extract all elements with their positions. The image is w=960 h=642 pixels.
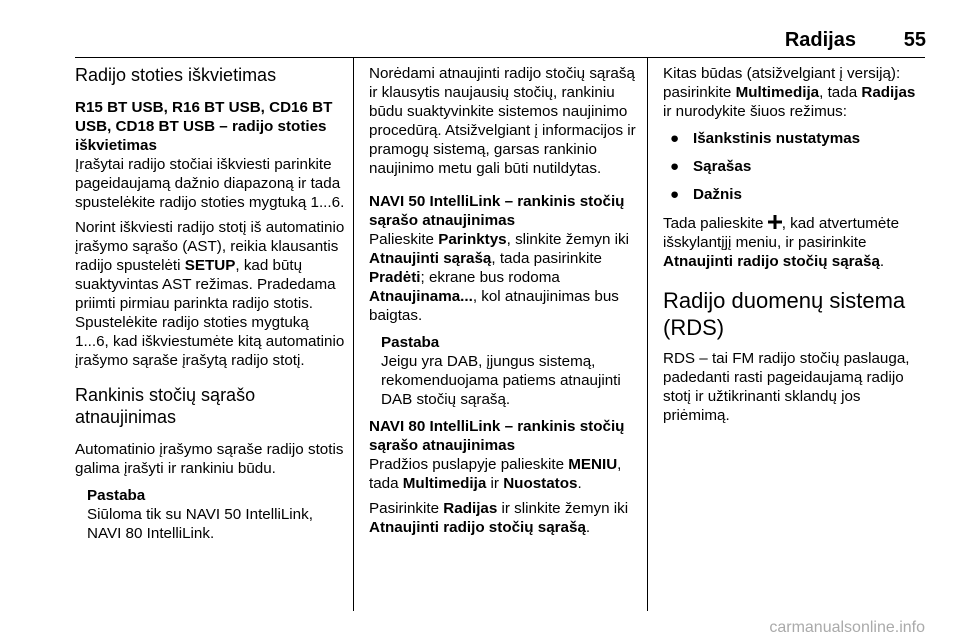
subsection-heading: NAVI 80 IntelliLink – rankinis stočių sąrašo atnaujinimas — [369, 418, 625, 454]
plus-icon — [768, 212, 782, 232]
column-1 — [75, 64, 345, 551]
page-number: 55 — [903, 29, 926, 51]
paragraph: Įrašytai radijo stočiai iškviesti parinkite pageidaujamą dažnio diapazoną ir tada spustelėkite radijo stoties mygtuką 1...6. — [75, 156, 345, 211]
note — [87, 486, 345, 543]
paragraph: RDS – tai FM radijo stočių paslauga, padedanti rasti pageidaujamą radijo stotį ir užtikrinanti sklandų jos priėmimą. — [663, 350, 910, 424]
list-item: ● Išankstinis nustatymas — [670, 130, 861, 147]
paragraph: Pasirinkite Radijas ir slinkite žemyn iki Atnaujinti radijo stočių sąrašą. — [369, 500, 629, 536]
bullet-icon: ● — [670, 186, 680, 203]
watermark: carmanualsonline.info — [769, 619, 925, 636]
list-item: ● Dažnis — [670, 186, 742, 203]
bullet-icon: ● — [670, 158, 680, 175]
list-item: ● Sąrašas — [670, 158, 752, 175]
note-text: Siūloma tik su NAVI 50 IntelliLink, NAVI 80 IntelliLink. — [87, 506, 313, 542]
note-label: Pastaba — [381, 334, 440, 351]
paragraph: Automatinio įrašymo sąraše radijo stotis galima įrašyti ir rankiniu būdu. — [75, 441, 344, 477]
column-divider-2 — [647, 58, 648, 611]
subsection-heading: R15 BT USB, R16 BT USB, CD16 BT USB, CD18 BT USB – radijo stoties iškvietimas — [75, 99, 333, 154]
bullet-icon: ● — [670, 130, 680, 147]
column-3 — [663, 64, 927, 433]
paragraph: Tada palieskite , kad atvertumėte išskylantįjį meniu, ir pasirinkite Atnaujinti radijo stočių sąrašą. — [663, 213, 927, 271]
page-title: Radijas — [784, 29, 856, 51]
note — [381, 333, 637, 409]
mode-list — [663, 129, 927, 204]
note-label: Pastaba — [87, 487, 146, 504]
subsection-heading: NAVI 50 IntelliLink – rankinis stočių sąrašo atnaujinimas — [369, 193, 625, 229]
column-divider-1 — [353, 58, 354, 611]
paragraph: Norint iškviesti radijo stotį iš automatinio įrašymo sąrašo (AST), reikia klausantis radijo spustelėti SETUP, kad būtų suaktyvintas AST režimas. Pradedama priimti pirmiau parinkta radijo stotis. Spustelėkite radijo stoties mygtuką 1...6, kad iškviestumėte kitą automatinio įrašymo sąraše įrašytą radijo stotį. — [75, 219, 345, 369]
paragraph: Kitas būdas (atsižvelgiant į versiją): pasirinkite Multimedija, tada Radijas ir nurodykite šiuos režimus: — [663, 65, 916, 120]
column-2 — [369, 64, 637, 545]
section-heading: Radijo stoties iškvietimas — [75, 65, 277, 85]
section-heading: Rankinis stočių sąrašo atnaujinimas — [75, 385, 256, 427]
header-divider — [75, 57, 925, 58]
setup-term: SETUP — [184, 257, 236, 274]
paragraph: Norėdami atnaujinti radijo stočių sąrašą ir klausytis naujausių stočių, rankiniu būdu suaktyvinkite sistemos naujinimo procedūrą. Atsižvelgiant į informacijos ir pramogų sistemą, garsas rankinio naujinimo metu gali būti nutildytas. — [369, 65, 636, 177]
paragraph: Palieskite Parinktys, slinkite žemyn iki Atnaujinti sąrašą, tada pasirinkite Pradėti; ekrane bus rodoma Atnaujinama..., kol atnaujinimas bus baigtas. — [369, 231, 630, 324]
section-heading: Radijo duomenų sistema (RDS) — [663, 288, 906, 340]
note-text: Jeigu yra DAB, įjungus sistemą, rekomenduojama patiems atnaujinti DAB stočių sąrašą. — [381, 353, 621, 408]
paragraph: Pradžios puslapyje palieskite MENIU, tada Multimedija ir Nuostatos. — [369, 456, 622, 492]
